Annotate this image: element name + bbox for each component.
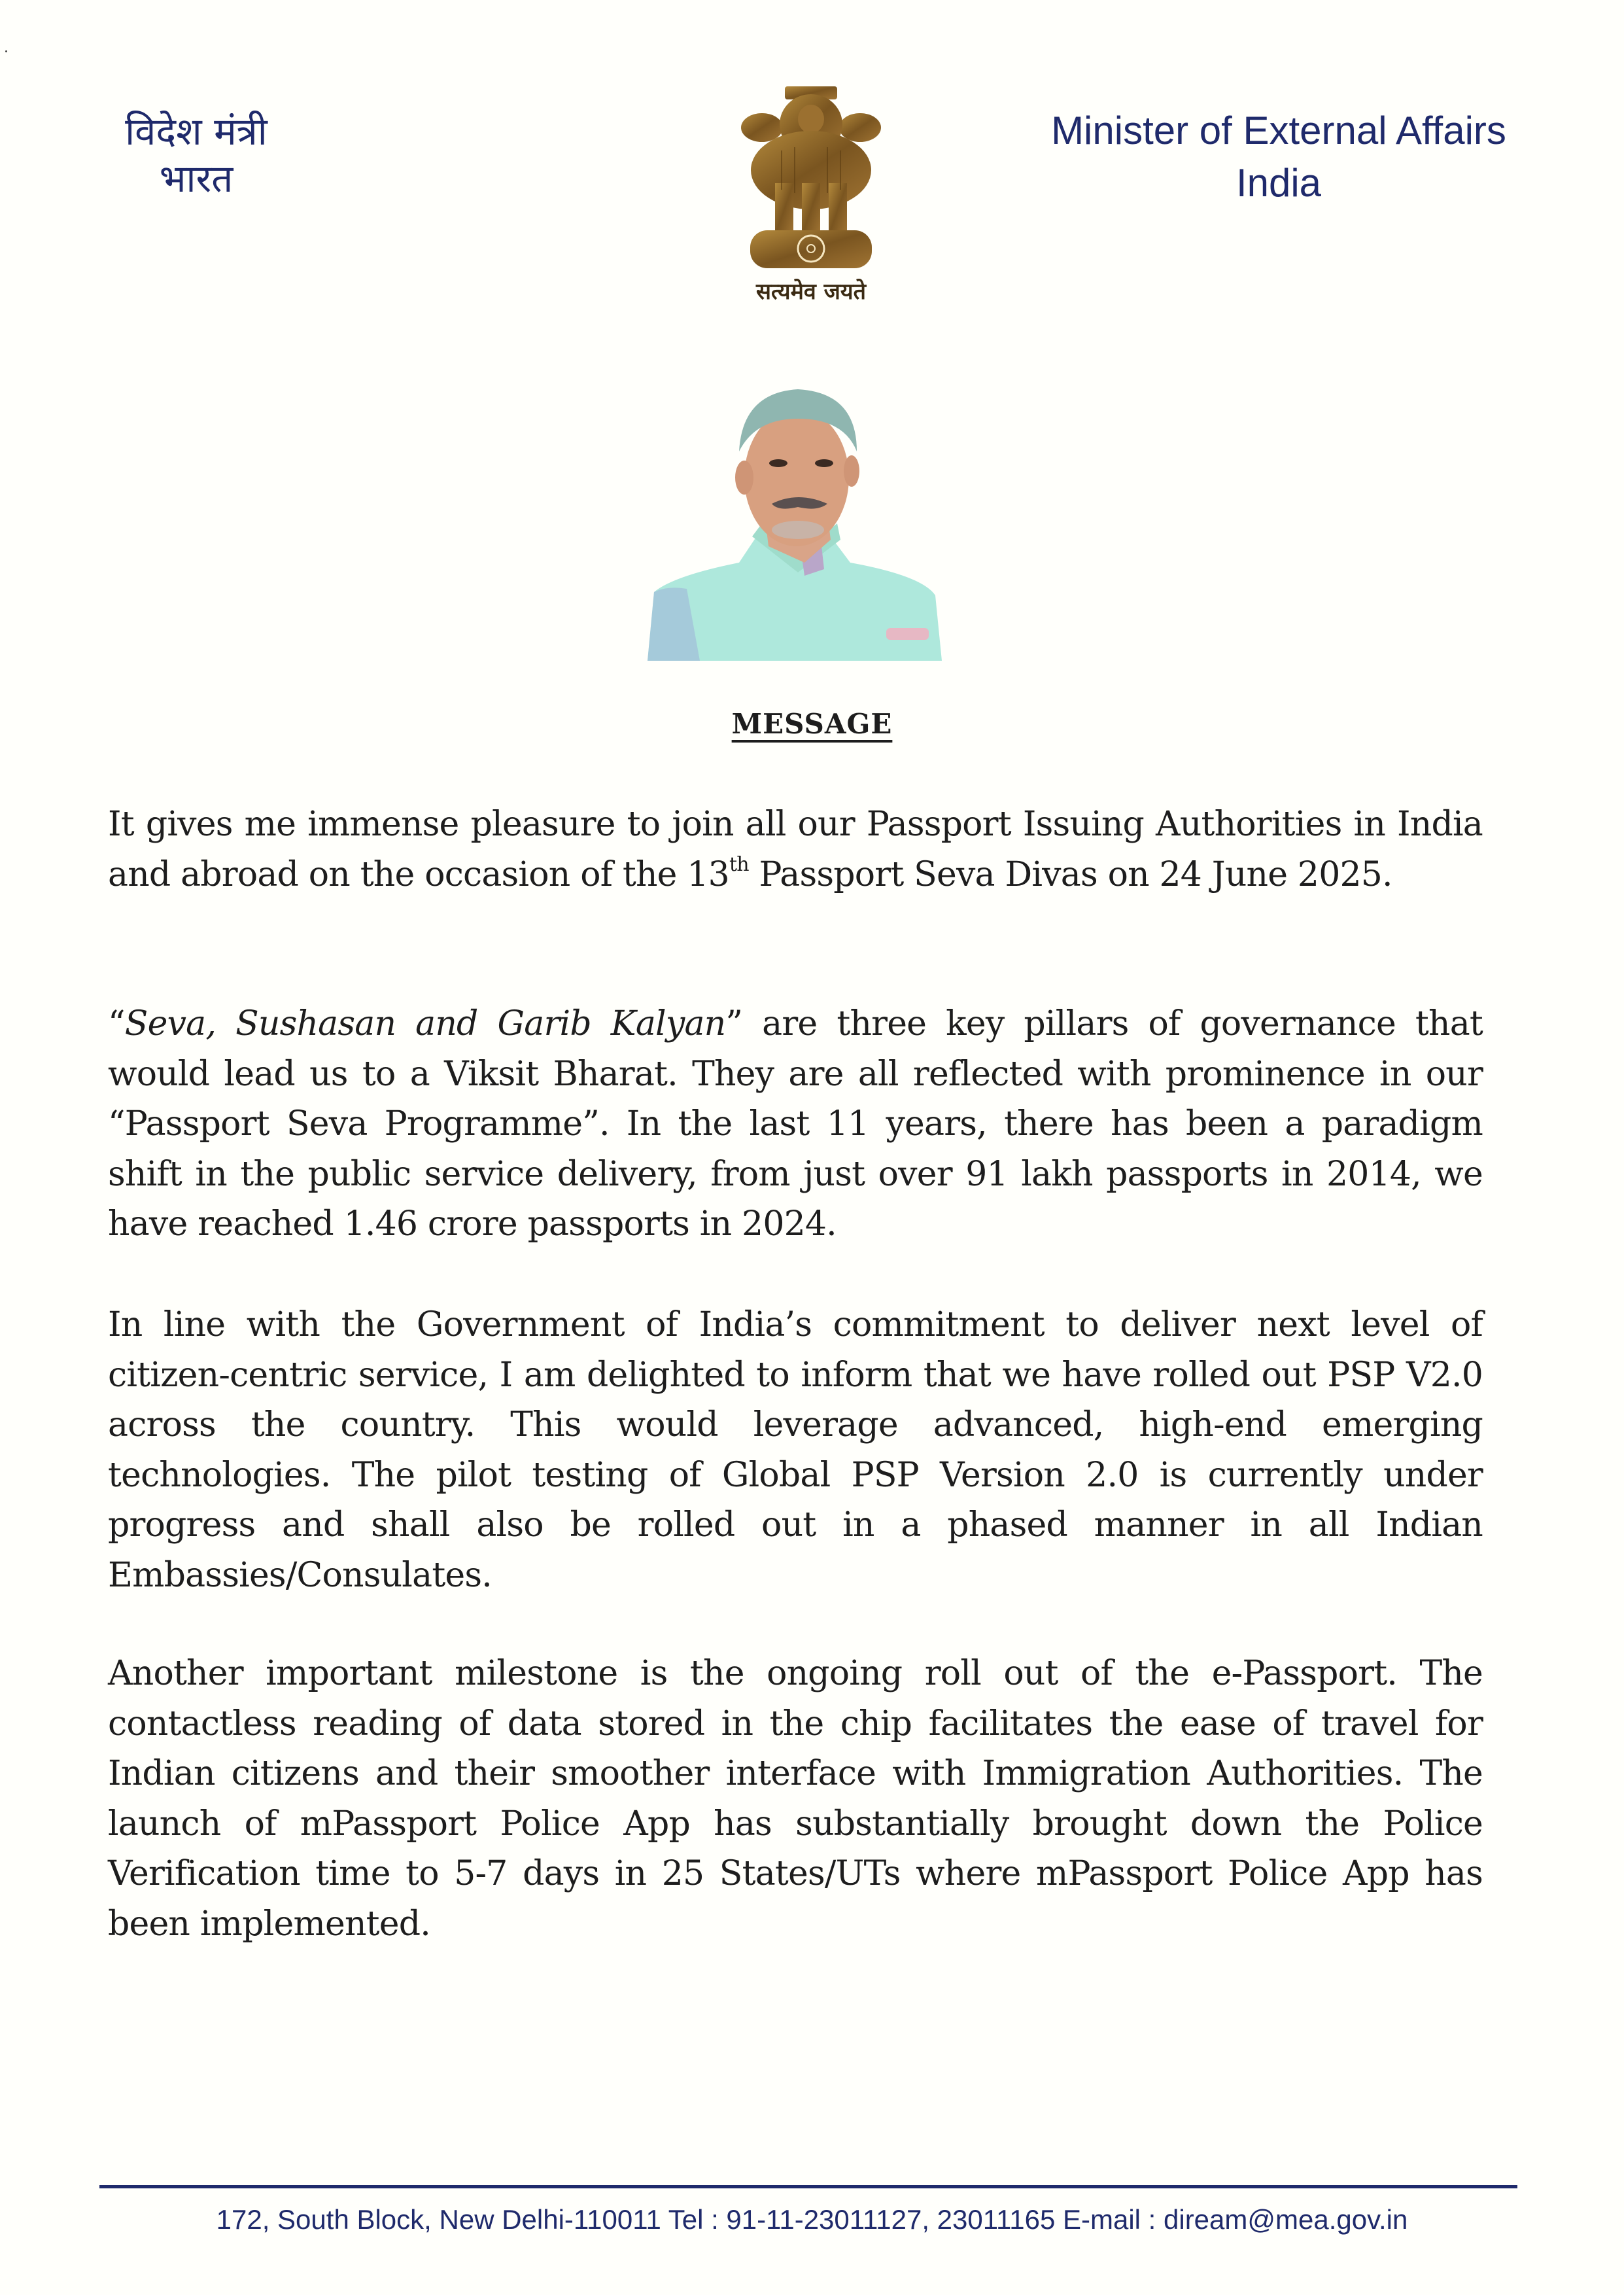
paragraph-2 — [108, 999, 1483, 1250]
message-heading — [0, 708, 1624, 740]
paragraph-2-open-quote: “ — [108, 1004, 125, 1043]
hindi-title-line1: विदेश मंत्री — [125, 109, 268, 154]
emblem-block — [726, 79, 896, 321]
english-title-line2: India — [1235, 161, 1322, 205]
message-heading-text: MESSAGE — [731, 708, 893, 740]
paragraph-1-text-a: It gives me immense pleasure to join all our Passport Issuing Authorities in India and abroad on the occasion of the 13 — [108, 805, 1483, 894]
minister-portrait — [648, 373, 942, 661]
national-emblem-icon — [736, 79, 886, 275]
emblem-motto: सत्यमेव जयते — [756, 279, 866, 305]
footer-email-link[interactable]: diream@mea.gov.in — [1164, 2204, 1408, 2235]
english-title-line1: Minister of External Affairs — [1051, 109, 1506, 152]
paragraph-1-text-b: Passport Seva Divas on 24 June 2025. — [748, 854, 1392, 894]
paragraph-4-text: Another important milestone is the ongoing roll out of the e-Passport. The contactless reading of data stored in the chip facilitates the ease of travel for Indian citizens and their smoother interface with Immigration Authorities. The launch of mPassport Police App has substantially brought down the Police Verification time to 5-7 days in 25 States/UTs where mPassport Police App has been implemented. — [108, 1654, 1483, 1944]
paragraph-1 — [108, 799, 1483, 900]
footer-contact — [0, 2203, 1624, 2236]
paragraph-2-italic-phrase: Seva, Sushasan and Garib Kalyan — [124, 1004, 726, 1043]
footer-divider — [99, 2185, 1517, 2188]
paragraph-3-text: In line with the Government of India’s commitment to deliver next level of citizen-centric service, I am delighted to inform that we have rolled out PSP V2.0 across the country. This would leverage advanced, high-end emerging technologies. The pilot testing of Global PSP Version 2.0 is currently under progress and shall also be rolled out in a phased manner in all Indian Embassies/Consulates. — [108, 1305, 1483, 1595]
scan-speck — [5, 50, 7, 52]
english-letterhead — [1020, 105, 1537, 209]
hindi-title-line2: भारत — [159, 156, 233, 201]
paragraph-2-text: ” are three key pillars of governance that would lead us to a Viksit Bharat. They are all reflected with prominence in our “Passport Seva Programme”. In the last 11 years, there has been a paradigm shift in the public service delivery, from just over 91 lakh passports in 2014, we have reached 1.46 crore passports in 2024. — [108, 1004, 1483, 1244]
footer-address: 172, South Block, New Delhi-110011 Tel : 91-11-23011127, 23011165 E-mail : — [216, 2204, 1164, 2235]
hindi-letterhead — [98, 108, 294, 202]
portrait-illustration — [648, 373, 942, 661]
paragraph-3 — [108, 1300, 1483, 1600]
ordinal-suffix: th — [729, 853, 749, 877]
paragraph-4 — [108, 1649, 1483, 1949]
